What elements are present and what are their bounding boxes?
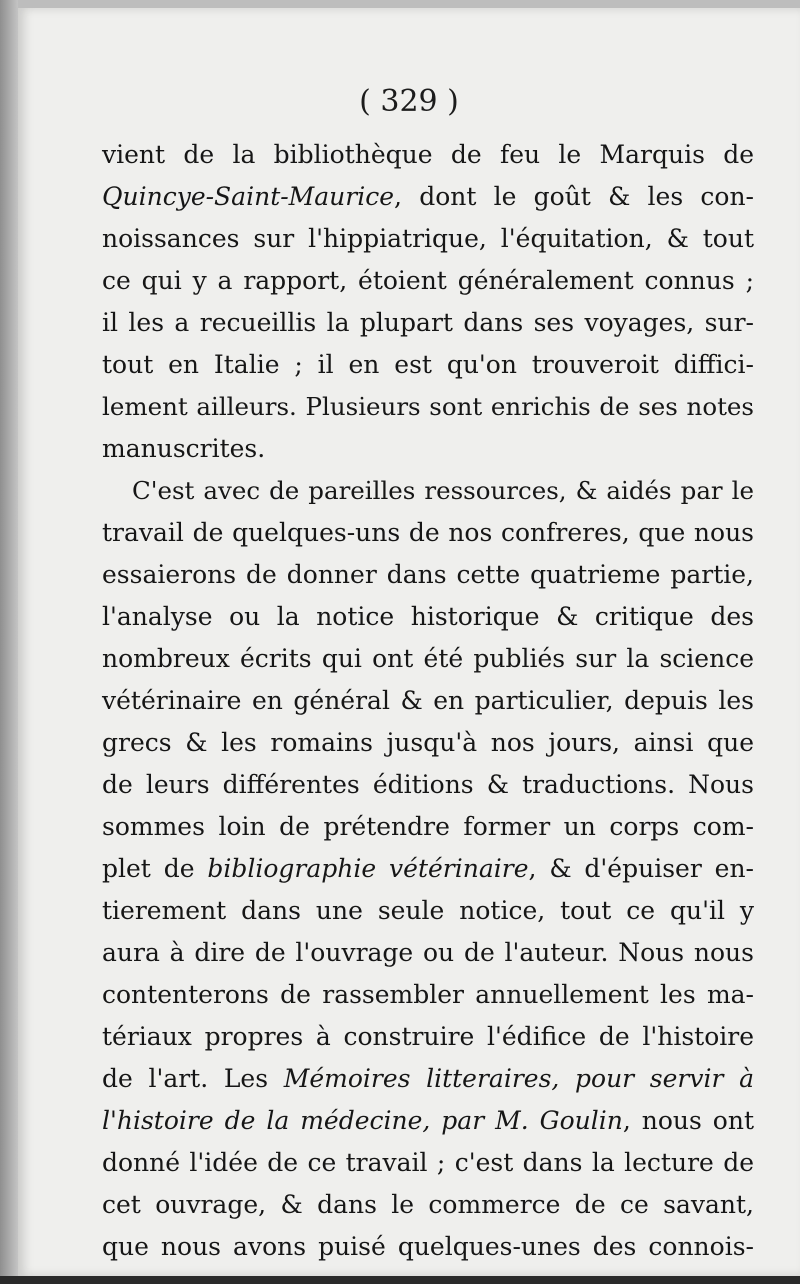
text-segment: de l'art. Les bbox=[102, 1064, 284, 1093]
text-line bbox=[102, 932, 754, 974]
text-line bbox=[102, 848, 754, 890]
text-line bbox=[102, 428, 754, 470]
text-line bbox=[102, 1016, 754, 1058]
text-segment: tierement dans une seule notice, tout ce qu'il y bbox=[102, 896, 754, 925]
text-line bbox=[102, 344, 754, 386]
text-line bbox=[102, 134, 754, 176]
text-line bbox=[102, 596, 754, 638]
text-line bbox=[102, 386, 754, 428]
text-segment: , dont le goût & les con- bbox=[394, 182, 754, 211]
text-line bbox=[102, 470, 754, 512]
text-segment: vient de la bibliothèque de feu le Marquis de bbox=[102, 140, 754, 169]
text-line bbox=[102, 554, 754, 596]
text-segment: C'est avec de pareilles ressources, & aidés par le bbox=[132, 476, 754, 505]
text-segment: il les a recueillis la plupart dans ses voyages, sur- bbox=[102, 308, 754, 337]
text-segment: vétérinaire en général & en particulier, depuis les bbox=[102, 686, 754, 715]
text-segment: , nous ont bbox=[622, 1106, 754, 1135]
text-line bbox=[102, 764, 754, 806]
text-segment: ce qui y a rapport, étoient généralement connus ; bbox=[102, 266, 754, 295]
text-line bbox=[102, 302, 754, 344]
scan-shadow-bottom bbox=[0, 1276, 800, 1284]
text-segment: l'analyse ou la notice historique & critique des bbox=[102, 602, 754, 631]
text-segment: lement ailleurs. Plusieurs sont enrichis de ses notes bbox=[102, 392, 754, 421]
text-segment: que nous avons puisé quelques-unes des connois- bbox=[102, 1232, 754, 1261]
text-segment: travail de quelques-uns de nos confreres, que nous bbox=[102, 518, 754, 547]
text-line bbox=[102, 890, 754, 932]
text-line bbox=[102, 218, 754, 260]
book-page bbox=[18, 8, 800, 1276]
text-segment: donné l'idée de ce travail ; c'est dans la lecture de bbox=[102, 1148, 754, 1177]
text-line bbox=[102, 1058, 754, 1100]
text-segment: tériaux propres à construire l'édifice de l'histoire bbox=[102, 1022, 754, 1051]
text-segment: essaierons de donner dans cette quatrieme partie, bbox=[102, 560, 754, 589]
text-segment: de leurs différentes éditions & traductions. Nous bbox=[102, 770, 754, 799]
scan-shadow-left bbox=[0, 0, 18, 1284]
italic-segment: Quincye-Saint-Maurice bbox=[102, 182, 395, 211]
text-line bbox=[102, 638, 754, 680]
text-line bbox=[102, 680, 754, 722]
text-segment: sommes loin de prétendre former un corps com- bbox=[102, 812, 754, 841]
text-segment: manuscrites. bbox=[102, 434, 266, 463]
text-line bbox=[102, 974, 754, 1016]
text-segment: nombreux écrits qui ont été publiés sur la science bbox=[102, 644, 754, 673]
italic-segment: l'histoire de la médecine, par M. Goulin bbox=[102, 1106, 623, 1135]
text-line bbox=[102, 1142, 754, 1184]
body-text bbox=[102, 134, 754, 1268]
page-number: ( 329 ) bbox=[359, 84, 459, 119]
text-segment: noissances sur l'hippiatrique, l'équitation, & tout bbox=[102, 224, 754, 253]
text-line bbox=[102, 176, 754, 218]
text-segment: grecs & les romains jusqu'à nos jours, ainsi que bbox=[102, 728, 754, 757]
text-line bbox=[102, 1226, 754, 1268]
text-line bbox=[102, 512, 754, 554]
text-segment: contenterons de rassembler annuellement les ma- bbox=[102, 980, 754, 1009]
text-line bbox=[102, 806, 754, 848]
text-segment: , & d'épuiser en- bbox=[528, 854, 754, 883]
text-line bbox=[102, 722, 754, 764]
text-segment: aura à dire de l'ouvrage ou de l'auteur. Nous nous bbox=[102, 938, 754, 967]
italic-segment: bibliographie vétérinaire bbox=[207, 854, 529, 883]
text-segment: tout en Italie ; il en est qu'on trouveroit diffici- bbox=[102, 350, 754, 379]
text-line bbox=[102, 260, 754, 302]
text-segment: plet de bbox=[102, 854, 208, 883]
text-line bbox=[102, 1184, 754, 1226]
text-segment: cet ouvrage, & dans le commerce de ce savant, bbox=[102, 1190, 754, 1219]
italic-segment: Mémoires litteraires, pour servir à bbox=[283, 1064, 754, 1093]
text-line bbox=[102, 1100, 754, 1142]
